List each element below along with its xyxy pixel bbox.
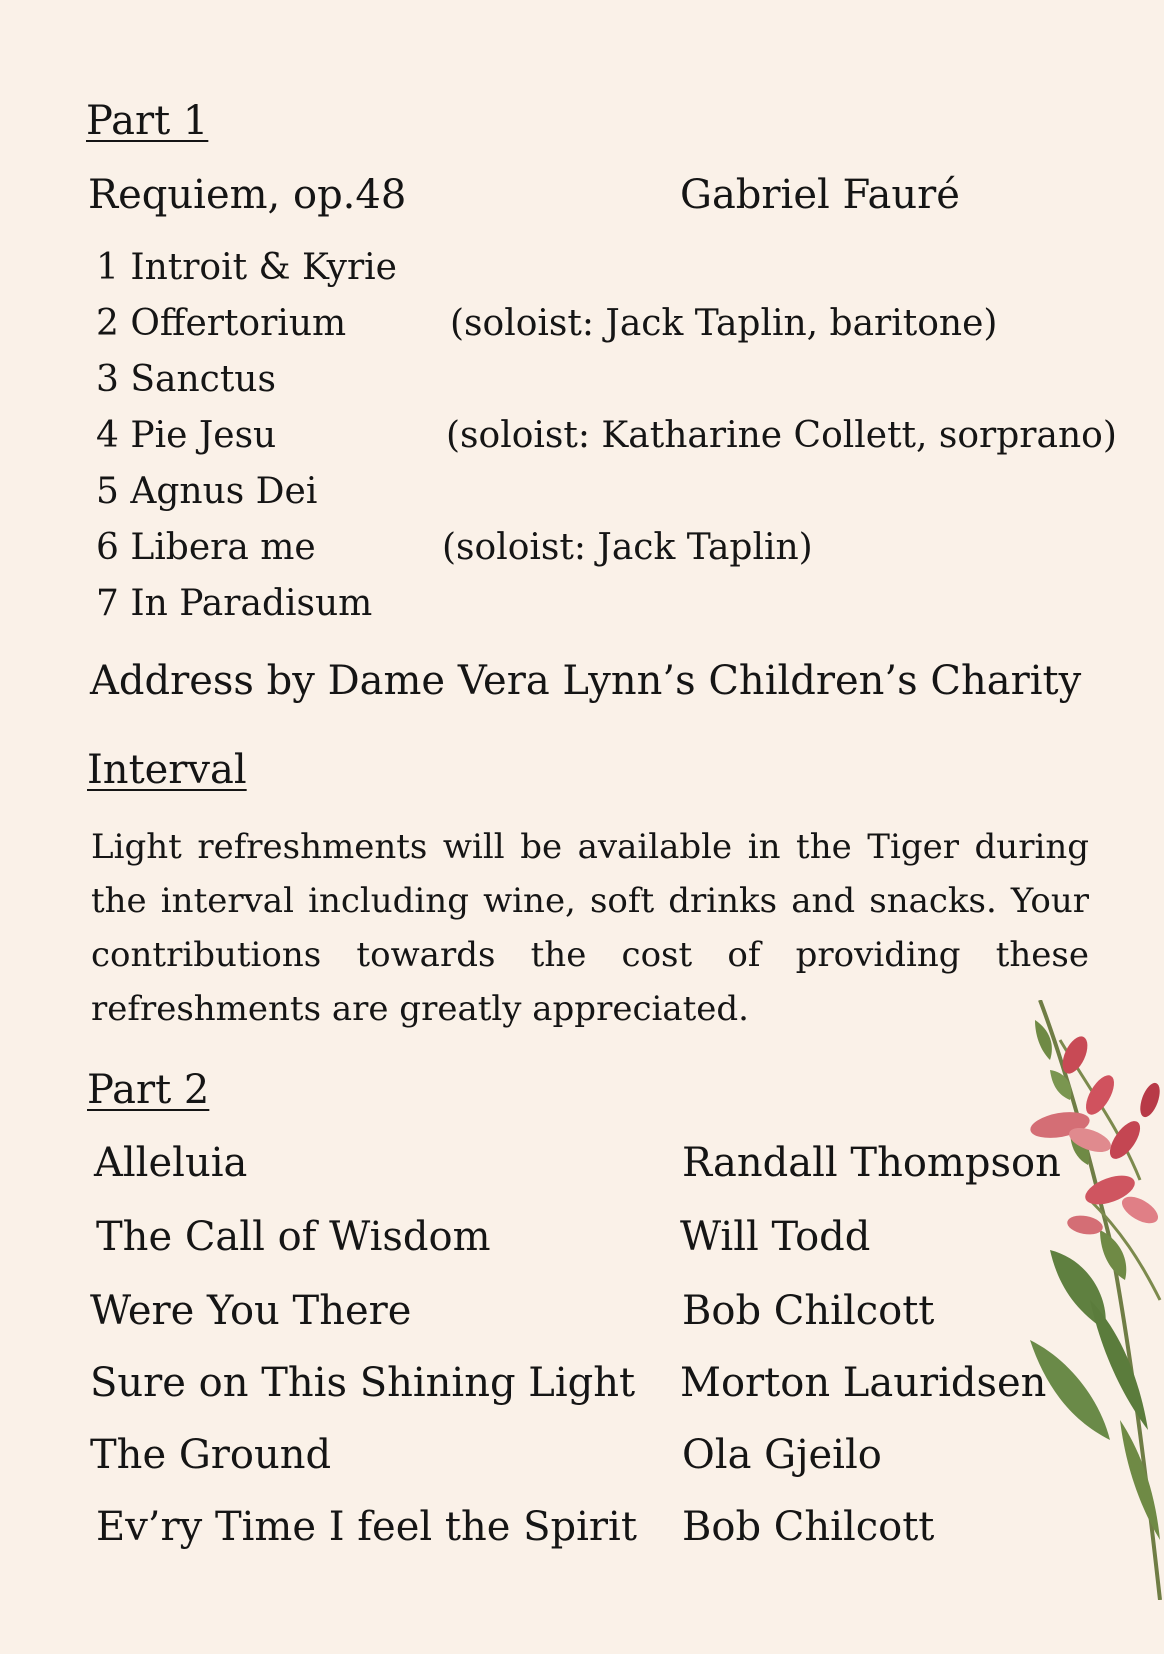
piece-title: The Ground [90, 1432, 332, 1478]
piece-composer: Morton Lauridsen [680, 1360, 1047, 1406]
piece-composer: Bob Chilcott [682, 1288, 935, 1334]
piece-title: The Call of Wisdom [96, 1214, 491, 1260]
piece-title: Were You There [90, 1288, 412, 1334]
movement-label: 5 Agnus Dei [96, 471, 318, 512]
movement-label: 2 Offertorium [96, 303, 347, 344]
movement-label: 3 Sanctus [96, 359, 276, 400]
piece-composer: Ola Gjeilo [682, 1432, 882, 1478]
piece-composer: Randall Thompson [682, 1140, 1061, 1186]
part2-heading: Part 2 [87, 1067, 210, 1113]
interval-text: Light refreshments will be available in the Tiger during the interval including wine, soft drinks and snacks. Your contributions towards the cost of providing these refreshments are greatly appreciated. [91, 827, 1089, 1029]
part1-heading: Part 1 [86, 98, 209, 144]
piece-composer: Will Todd [680, 1214, 871, 1260]
work-composer: Gabriel Fauré [680, 172, 960, 218]
address-line: Address by Dame Vera Lynn’s Children’s Charity [90, 658, 1082, 704]
movement-soloist: (soloist: Jack Taplin, baritone) [450, 303, 998, 344]
interval-heading: Interval [87, 747, 247, 793]
movement-soloist: (soloist: Katharine Collett, sorprano) [446, 415, 1117, 456]
movement-soloist: (soloist: Jack Taplin) [442, 527, 813, 568]
piece-title: Ev’ry Time I feel the Spirit [96, 1504, 637, 1550]
movement-label: 4 Pie Jesu [96, 415, 277, 456]
piece-composer: Bob Chilcott [682, 1504, 935, 1550]
piece-title: Sure on This Shining Light [90, 1360, 636, 1406]
piece-title: Alleluia [94, 1140, 248, 1186]
work-title: Requiem, op.48 [88, 172, 407, 218]
movement-label: 1 Introit & Kyrie [96, 247, 397, 288]
movement-label: 6 Libera me [96, 527, 316, 568]
movement-label: 7 In Paradisum [96, 583, 373, 624]
flower-sprig-illustration [1030, 1000, 1164, 1600]
